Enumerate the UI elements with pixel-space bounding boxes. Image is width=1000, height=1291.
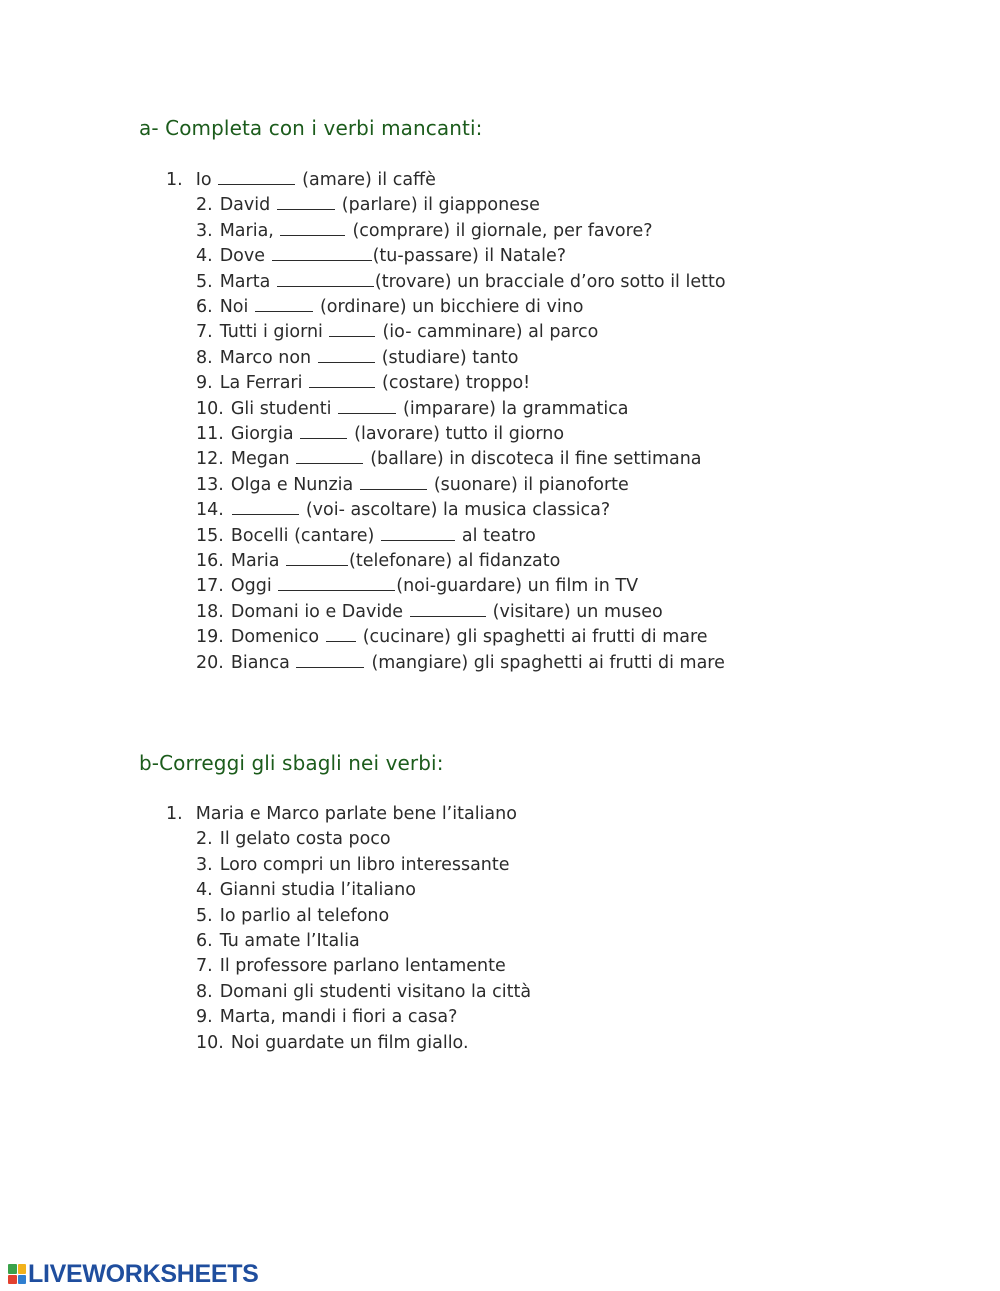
item-text-after: (studiare) tanto <box>381 347 519 368</box>
list-item <box>196 271 726 293</box>
answer-blank[interactable] <box>277 285 374 287</box>
item-text-after: (cucinare) gli spaghetti ai frutti di mare <box>362 627 708 648</box>
item-number: 8. <box>196 347 213 368</box>
logo-mark-icon <box>8 1264 26 1284</box>
list-item <box>196 245 566 267</box>
answer-blank[interactable] <box>296 462 363 464</box>
item-text-after: (trovare) un bracciale d’oro sotto il letto <box>374 271 726 292</box>
item-number: 11. <box>196 424 224 444</box>
list-item <box>196 1006 457 1028</box>
list-item <box>196 499 610 521</box>
item-text-before: David <box>219 195 276 216</box>
item-number: 10. <box>196 1032 224 1053</box>
item-text: Gianni studia l’italiano <box>219 880 416 901</box>
item-text-after: (costare) troppo! <box>382 373 531 394</box>
answer-blank[interactable] <box>296 666 364 668</box>
answer-blank[interactable] <box>381 539 455 541</box>
item-text-before: La Ferrari <box>219 373 309 394</box>
section-a-heading: a- Completa con i verbi mancanti: <box>139 116 483 140</box>
item-text-before: Giorgia <box>230 424 300 444</box>
list-item <box>196 930 360 952</box>
item-text-before: Domani io e Davide <box>230 601 409 622</box>
answer-blank[interactable] <box>218 183 295 185</box>
item-number: 7. <box>196 322 213 343</box>
item-text-after: (amare) il caffè <box>302 170 436 190</box>
answer-blank[interactable] <box>232 513 299 515</box>
item-number: 4. <box>196 880 213 901</box>
item-number: 15. <box>196 525 224 546</box>
item-text: Maria e Marco parlate bene l’italiano <box>195 804 517 824</box>
item-number: 1. <box>166 170 183 190</box>
item-number: 6. <box>196 931 213 951</box>
item-text: Io parlio al telefono <box>219 905 390 926</box>
item-text: Il professore parlano lentamente <box>219 956 506 977</box>
item-text-after: (ballare) in discoteca il fine settimana <box>370 449 702 470</box>
list-item <box>196 626 708 648</box>
item-text-after: (voi- ascoltare) la musica classica? <box>305 500 611 521</box>
item-text-after: (io- camminare) al parco <box>382 322 599 343</box>
list-item <box>196 905 389 927</box>
item-text-after: (suonare) il pianoforte <box>433 474 629 495</box>
item-number: 18. <box>196 601 224 622</box>
item-number: 1. <box>166 804 183 824</box>
answer-blank[interactable] <box>329 335 375 337</box>
list-item <box>196 296 583 318</box>
answer-blank[interactable] <box>309 386 375 388</box>
item-text-before: Maria <box>230 551 286 571</box>
item-text-after: (noi-guardare) un film in TV <box>396 576 639 597</box>
item-text-after: (ordinare) un bicchiere di vino <box>319 297 584 317</box>
answer-blank[interactable] <box>338 412 396 414</box>
list-item <box>196 955 506 977</box>
list-item <box>196 525 536 547</box>
item-number: 20. <box>196 652 224 673</box>
item-number: 6. <box>196 297 213 317</box>
item-text-before: Domenico <box>230 627 325 648</box>
item-number: 10. <box>196 398 224 419</box>
item-text: Marta, mandi i fiori a casa? <box>219 1007 458 1028</box>
item-text-before: Marco non <box>219 347 317 368</box>
list-item <box>196 448 702 470</box>
item-number: 2. <box>196 829 213 850</box>
item-number: 17. <box>196 576 224 597</box>
item-number: 3. <box>196 854 213 875</box>
item-text: Noi guardate un film giallo. <box>230 1032 469 1053</box>
list-item <box>196 194 540 216</box>
item-text-before: Dove <box>219 246 271 267</box>
item-text-after: (mangiare) gli spaghetti ai frutti di mare <box>371 652 725 673</box>
list-item <box>166 803 517 825</box>
item-text-after: (telefonare) al fidanzato <box>349 551 561 571</box>
list-item <box>196 474 629 496</box>
item-text-after: (visitare) un museo <box>492 601 663 622</box>
list-item <box>196 854 510 876</box>
item-text-after: al teatro <box>461 525 536 546</box>
item-text: Loro compri un libro interessante <box>219 854 510 875</box>
item-number: 4. <box>196 246 213 267</box>
section-b-heading: b-Correggi gli sbagli nei verbi: <box>139 751 444 775</box>
item-text-before: Gli studenti <box>230 398 338 419</box>
item-number: 7. <box>196 956 213 977</box>
list-item <box>196 220 653 242</box>
answer-blank[interactable] <box>280 234 345 236</box>
list-item <box>196 347 519 369</box>
item-text-before: Bianca <box>230 652 296 673</box>
item-number: 8. <box>196 981 213 1002</box>
logo-text: LIVEWORKSHEETS <box>28 1259 259 1288</box>
item-number: 9. <box>196 373 213 394</box>
list-item <box>166 169 436 191</box>
item-number: 9. <box>196 1007 213 1028</box>
list-item <box>196 1032 469 1054</box>
list-item <box>196 575 638 597</box>
list-item <box>196 423 564 445</box>
list-item <box>196 601 663 623</box>
item-text-before: Noi <box>219 297 254 317</box>
item-number: 19. <box>196 627 224 648</box>
item-number: 14. <box>196 500 224 521</box>
item-number: 16. <box>196 551 224 571</box>
item-text: Tu amate l’Italia <box>219 931 360 951</box>
list-item <box>196 550 560 572</box>
item-text-before: Bocelli (cantare) <box>230 525 380 546</box>
item-text-before: Olga e Nunzia <box>230 474 359 495</box>
item-text-before: Tutti i giorni <box>219 322 329 343</box>
item-number: 13. <box>196 474 224 495</box>
answer-blank[interactable] <box>272 259 372 261</box>
list-item <box>196 372 530 394</box>
answer-blank[interactable] <box>286 564 348 566</box>
item-text-after: (tu-passare) il Natale? <box>372 246 567 267</box>
answer-blank[interactable] <box>300 437 347 439</box>
list-item <box>196 398 629 420</box>
answer-blank[interactable] <box>360 488 427 490</box>
answer-blank[interactable] <box>278 589 395 591</box>
item-text: Il gelato costa poco <box>219 829 391 850</box>
list-item <box>196 828 391 850</box>
item-number: 3. <box>196 220 213 241</box>
list-item <box>196 321 598 343</box>
liveworksheets-logo[interactable] <box>8 1259 259 1288</box>
item-text: Domani gli studenti visitano la città <box>219 981 532 1002</box>
answer-blank[interactable] <box>318 361 375 363</box>
item-text-before: Io <box>195 170 218 190</box>
item-number: 12. <box>196 449 224 470</box>
answer-blank[interactable] <box>410 615 486 617</box>
item-text-before: Marta <box>219 271 276 292</box>
item-text-before: Megan <box>230 449 296 470</box>
item-number: 5. <box>196 905 213 926</box>
item-text-after: (parlare) il giapponese <box>341 195 540 216</box>
item-text-before: Oggi <box>230 576 278 597</box>
item-text-before: Maria, <box>219 220 280 241</box>
item-text-after: (comprare) il giornale, per favore? <box>352 220 653 241</box>
answer-blank[interactable] <box>255 310 313 312</box>
list-item <box>196 652 725 674</box>
list-item <box>196 879 416 901</box>
item-text-after: (lavorare) tutto il giorno <box>354 424 565 444</box>
answer-blank[interactable] <box>326 640 356 642</box>
item-number: 2. <box>196 195 213 216</box>
list-item <box>196 981 531 1003</box>
item-text-after: (imparare) la grammatica <box>403 398 629 419</box>
item-number: 5. <box>196 271 213 292</box>
answer-blank[interactable] <box>277 208 335 210</box>
